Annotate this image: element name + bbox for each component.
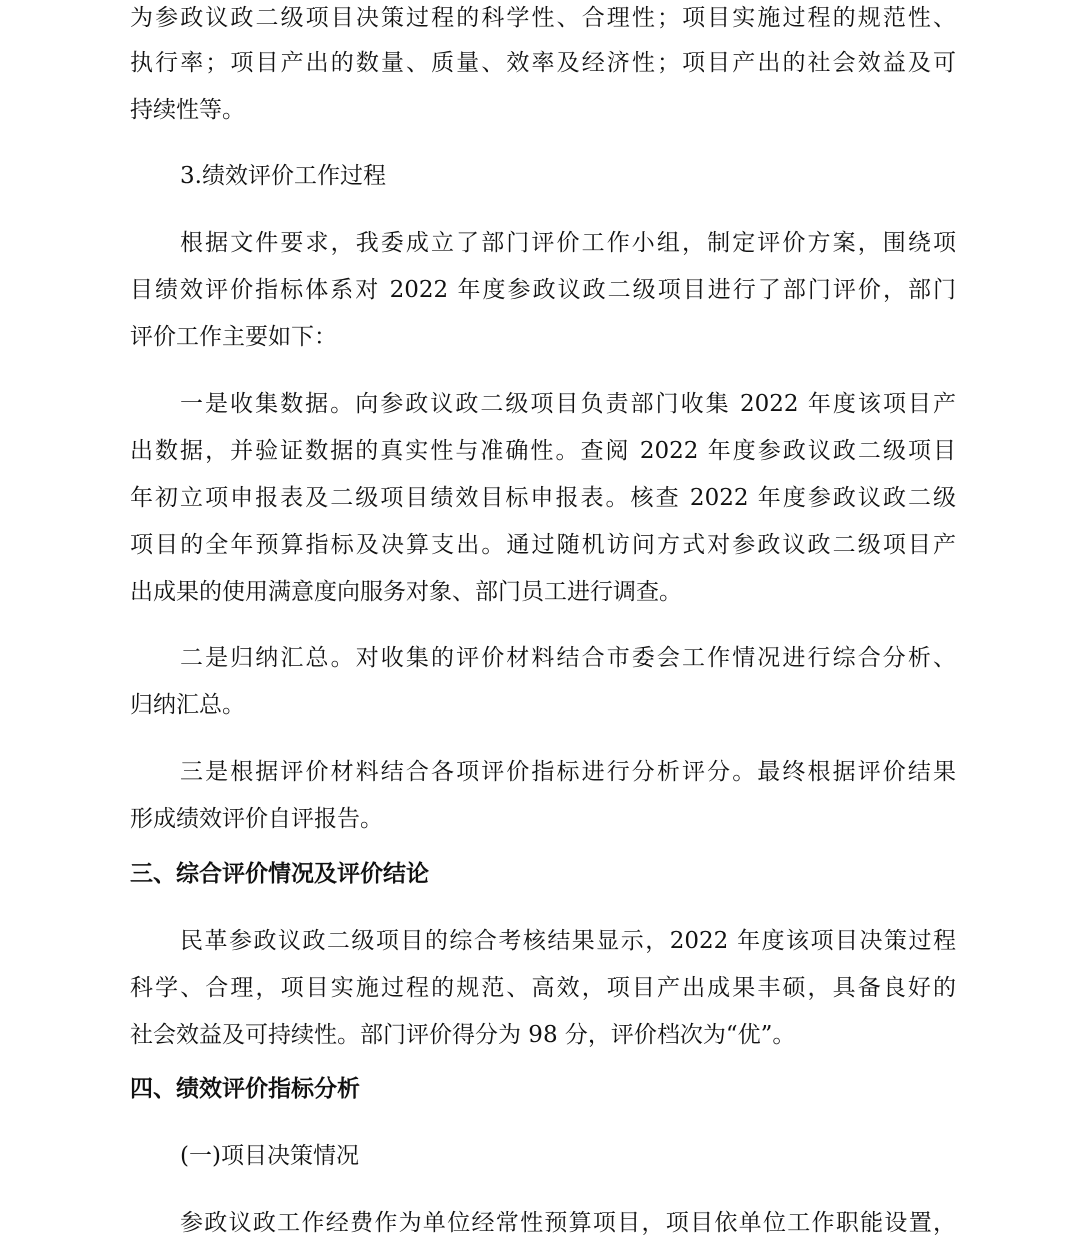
paragraph-line: 根据文件要求，我委成立了部门评价工作小组，制定评价方案，围绕项 (180, 230, 956, 256)
paragraph-line: 形成绩效评价自评报告。 (130, 806, 383, 832)
paragraph-line: 出成果的使用满意度向服务对象、部门员工进行调查。 (130, 579, 682, 605)
paragraph-line: 执行率；项目产出的数量、质量、效率及经济性；项目产出的社会效益及可 (130, 50, 956, 76)
paragraph-line: 二是归纳汇总。对收集的评价材料结合市委会工作情况进行综合分析、 (180, 645, 956, 671)
section-subheading: 3.绩效评价工作过程 (180, 163, 386, 189)
paragraph-line: 项目的全年预算指标及决算支出。通过随机访问方式对参政议政二级项目产 (130, 532, 956, 558)
subsection-heading: (一)项目决策情况 (180, 1143, 359, 1169)
paragraph-line: 参政议政工作经费作为单位经常性预算项目，项目依单位工作职能设置， (180, 1210, 956, 1236)
paragraph-line: 年初立项申报表及二级项目绩效目标申报表。核查 2022 年度参政议政二级 (130, 485, 956, 511)
paragraph-line: 科学、合理，项目实施过程的规范、高效，项目产出成果丰硕，具备良好的 (130, 975, 956, 1001)
paragraph-line: 持续性等。 (130, 97, 245, 123)
section-heading: 四、绩效评价指标分析 (130, 1075, 360, 1102)
paragraph-line: 出数据，并验证数据的真实性与准确性。查阅 2022 年度参政议政二级项目 (130, 438, 956, 464)
paragraph-line: 一是收集数据。向参政议政二级项目负责部门收集 2022 年度该项目产 (180, 391, 956, 417)
paragraph-line: 评价工作主要如下： (130, 324, 337, 350)
paragraph-line: 归纳汇总。 (130, 692, 245, 718)
paragraph-line: 社会效益及可持续性。部门评价得分为 98 分，评价档次为“优”。 (130, 1022, 796, 1048)
paragraph-line: 三是根据评价材料结合各项评价指标进行分析评分。最终根据评价结果 (180, 759, 956, 785)
paragraph-line: 目绩效评价指标体系对 2022 年度参政议政二级项目进行了部门评价，部门 (130, 277, 956, 303)
paragraph-line: 为参政议政二级项目决策过程的科学性、合理性；项目实施过程的规范性、 (130, 5, 956, 31)
paragraph-line: 民革参政议政二级项目的综合考核结果显示，2022 年度该项目决策过程 (180, 928, 956, 954)
section-heading: 三、综合评价情况及评价结论 (130, 860, 429, 887)
